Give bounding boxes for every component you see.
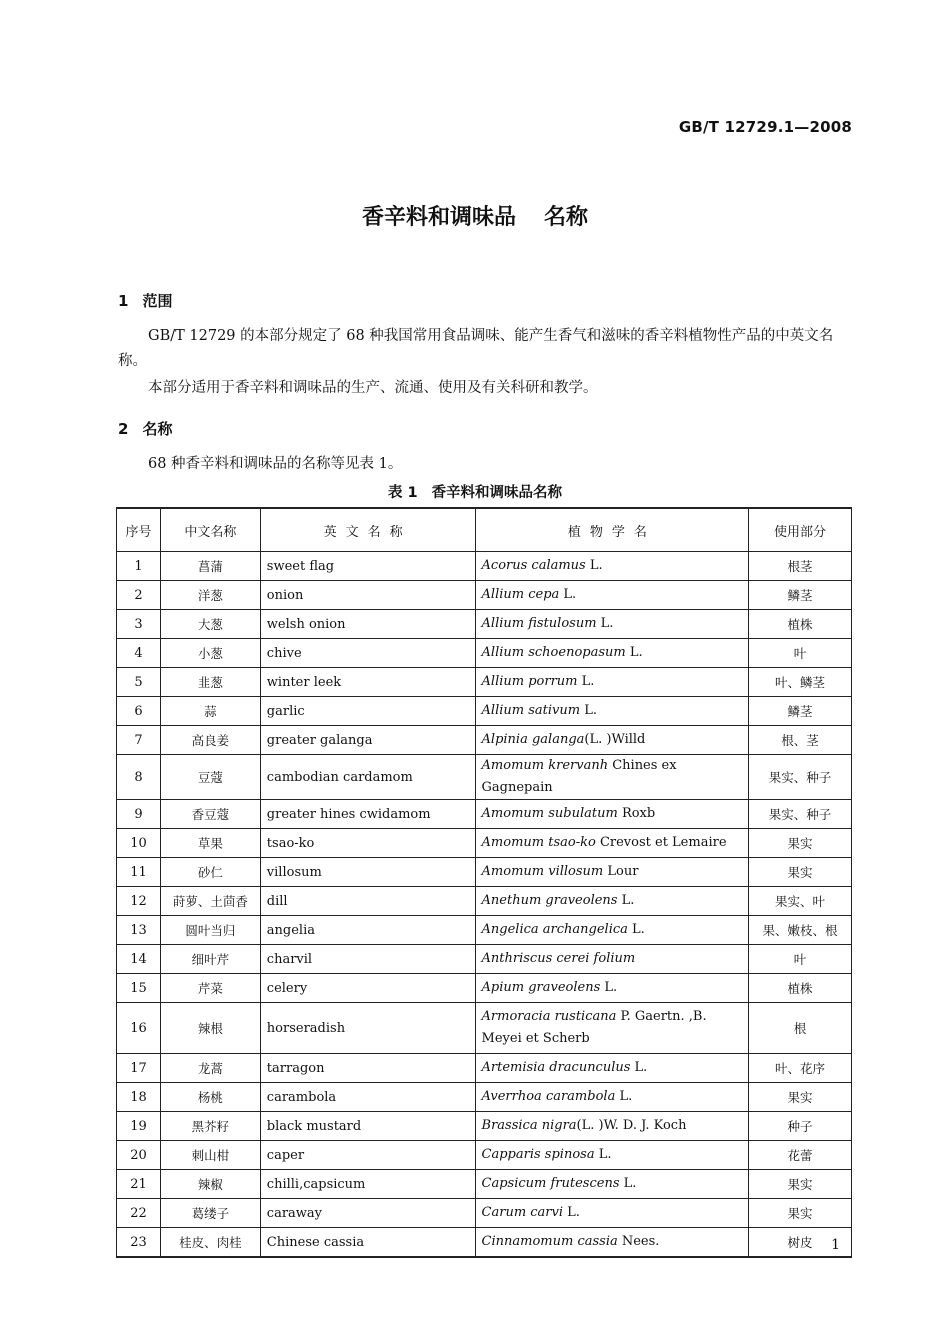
row-part-used: 叶: [749, 945, 852, 974]
row-number: 14: [117, 945, 161, 974]
row-botanical-name: [475, 887, 749, 916]
row-english-name: angelia: [260, 916, 475, 945]
botanical-authority: (L. )Willd: [584, 732, 646, 747]
section-2-title: 名称: [142, 420, 173, 438]
row-chinese-name: 韭葱: [160, 668, 260, 697]
row-part-used: 果、嫩枝、根: [749, 916, 852, 945]
row-english-name: greater galanga: [260, 726, 475, 755]
botanical-genus-species: Anethum graveolens: [481, 893, 618, 908]
botanical-genus-species: Apium graveolens: [481, 980, 601, 995]
row-chinese-name: 洋葱: [160, 581, 260, 610]
table-row: [117, 1003, 852, 1054]
table-caption-number: 表 1: [387, 485, 418, 501]
section-2-number: 2: [118, 420, 129, 438]
header-part-used: 使用部分: [749, 508, 852, 552]
botanical-authority: L.: [585, 558, 603, 573]
row-number: 23: [117, 1228, 161, 1258]
botanical-authority: Lour: [603, 864, 639, 879]
row-chinese-name: 高良姜: [160, 726, 260, 755]
row-number: 18: [117, 1083, 161, 1112]
botanical-authority: L.: [617, 893, 635, 908]
row-chinese-name: 大葱: [160, 610, 260, 639]
botanical-authority: L.: [630, 1060, 648, 1075]
botanical-genus-species: Armoracia rusticana: [481, 1009, 617, 1024]
botanical-genus-species: Cinnamomum cassia: [481, 1234, 618, 1249]
table-row: [117, 887, 852, 916]
table-row: [117, 726, 852, 755]
table-row: [117, 1141, 852, 1170]
row-number: 16: [117, 1003, 161, 1054]
row-botanical-name: [475, 974, 749, 1003]
row-number: 2: [117, 581, 161, 610]
botanical-genus-species: Allium fistulosum: [481, 616, 597, 631]
row-english-name: celery: [260, 974, 475, 1003]
row-chinese-name: 草果: [160, 829, 260, 858]
row-number: 13: [117, 916, 161, 945]
row-chinese-name: 小葱: [160, 639, 260, 668]
botanical-genus-species: Allium porrum: [481, 674, 578, 689]
table-row: [117, 755, 852, 800]
row-number: 7: [117, 726, 161, 755]
row-botanical-name: [475, 1199, 749, 1228]
page-number: 1: [831, 1237, 840, 1253]
botanical-authority: Nees.: [617, 1234, 660, 1249]
row-botanical-name: [475, 1083, 749, 1112]
row-botanical-name: [475, 697, 749, 726]
row-part-used: 果实、种子: [749, 800, 852, 829]
botanical-authority: (L. )W. D. J. Koch: [576, 1118, 687, 1133]
row-part-used: 植株: [749, 974, 852, 1003]
botanical-genus-species: Artemisia dracunculus: [481, 1060, 631, 1075]
row-chinese-name: 蒜: [160, 697, 260, 726]
table-row: [117, 1170, 852, 1199]
standard-code: GB/T 12729.1—2008: [678, 118, 852, 136]
row-botanical-name: [475, 1054, 749, 1083]
document-title: [0, 200, 950, 231]
row-chinese-name: 豆蔻: [160, 755, 260, 800]
table-caption: [0, 481, 950, 502]
row-number: 5: [117, 668, 161, 697]
row-botanical-name: [475, 858, 749, 887]
row-number: 11: [117, 858, 161, 887]
table-row: [117, 858, 852, 887]
row-botanical-name: [475, 668, 749, 697]
spice-names-table: [116, 507, 852, 1258]
table-row: [117, 916, 852, 945]
row-chinese-name: 杨桃: [160, 1083, 260, 1112]
row-english-name: cambodian cardamom: [260, 755, 475, 800]
row-number: 6: [117, 697, 161, 726]
row-english-name: chive: [260, 639, 475, 668]
table-row: [117, 639, 852, 668]
row-botanical-name: [475, 1003, 749, 1054]
botanical-authority: L.: [594, 1147, 612, 1162]
table-row: [117, 829, 852, 858]
botanical-authority: P. Gaertn. ,B. Meyei et Scherb: [481, 1009, 707, 1046]
table-row: [117, 1199, 852, 1228]
botanical-authority: Chines ex Gagnepain: [481, 758, 677, 795]
row-part-used: 鳞茎: [749, 697, 852, 726]
row-part-used: 树皮: [749, 1228, 852, 1258]
botanical-genus-species: Allium cepa: [481, 587, 560, 602]
row-part-used: 花蕾: [749, 1141, 852, 1170]
botanical-authority: L.: [563, 1205, 580, 1220]
botanical-authority: L.: [577, 674, 595, 689]
table-row: [117, 668, 852, 697]
row-part-used: 果实: [749, 829, 852, 858]
table-row: [117, 581, 852, 610]
row-number: 17: [117, 1054, 161, 1083]
row-number: 9: [117, 800, 161, 829]
row-chinese-name: 辣根: [160, 1003, 260, 1054]
row-chinese-name: 菖蒲: [160, 552, 260, 581]
botanical-genus-species: Anthriscus cerei folium: [481, 951, 636, 966]
botanical-genus-species: Brassica nigra: [481, 1118, 577, 1133]
row-chinese-name: 莳萝、土茴香: [160, 887, 260, 916]
row-botanical-name: [475, 1228, 749, 1258]
row-botanical-name: [475, 726, 749, 755]
row-botanical-name: [475, 610, 749, 639]
row-botanical-name: [475, 945, 749, 974]
row-part-used: 植株: [749, 610, 852, 639]
row-chinese-name: 细叶芹: [160, 945, 260, 974]
row-part-used: 果实: [749, 1083, 852, 1112]
header-botanical-name: 植物学名: [475, 508, 749, 552]
botanical-genus-species: Angelica archangelica: [481, 922, 628, 937]
botanical-genus-species: Alpinia galanga: [481, 732, 585, 747]
botanical-authority: L.: [615, 1089, 633, 1104]
row-english-name: villosum: [260, 858, 475, 887]
botanical-authority: L.: [627, 922, 645, 937]
row-number: 12: [117, 887, 161, 916]
row-part-used: 果实、种子: [749, 755, 852, 800]
row-part-used: 根: [749, 1003, 852, 1054]
table-row: [117, 1054, 852, 1083]
row-botanical-name: [475, 755, 749, 800]
row-english-name: garlic: [260, 697, 475, 726]
botanical-authority: L.: [600, 980, 618, 995]
botanical-authority: Crevost et Lemaire: [595, 835, 727, 850]
row-number: 1: [117, 552, 161, 581]
row-part-used: 果实: [749, 1170, 852, 1199]
row-english-name: greater hines cwidamom: [260, 800, 475, 829]
row-botanical-name: [475, 581, 749, 610]
row-english-name: dill: [260, 887, 475, 916]
table-row: [117, 610, 852, 639]
botanical-authority: Roxb: [617, 806, 656, 821]
section-2-heading: [118, 418, 172, 439]
section-1-paragraph-1: [118, 324, 858, 374]
row-number: 3: [117, 610, 161, 639]
title-part-2: 名称: [544, 205, 589, 230]
row-chinese-name: 砂仁: [160, 858, 260, 887]
row-part-used: 种子: [749, 1112, 852, 1141]
section-1-number: 1: [118, 292, 129, 310]
row-chinese-name: 桂皮、肉桂: [160, 1228, 260, 1258]
row-english-name: Chinese cassia: [260, 1228, 475, 1258]
section-1-paragraph-1-text: GB/T 12729 的本部分规定了 68 种我国常用食品调味、能产生香气和滋味的香辛料植物性产品的中英文名称。: [118, 328, 834, 369]
header-chinese-name: 中文名称: [160, 508, 260, 552]
row-part-used: 果实: [749, 858, 852, 887]
section-2-paragraph-1: [118, 452, 858, 477]
table-row: [117, 1083, 852, 1112]
botanical-genus-species: Averrhoa carambola: [481, 1089, 616, 1104]
row-english-name: tsao-ko: [260, 829, 475, 858]
row-botanical-name: [475, 916, 749, 945]
row-english-name: charvil: [260, 945, 475, 974]
header-english-name: 英文名称: [260, 508, 475, 552]
row-part-used: 叶、鳞茎: [749, 668, 852, 697]
row-english-name: horseradish: [260, 1003, 475, 1054]
section-1-heading: [118, 290, 172, 311]
row-part-used: 叶: [749, 639, 852, 668]
row-english-name: caper: [260, 1141, 475, 1170]
botanical-genus-species: Capparis spinosa: [481, 1147, 595, 1162]
table-row: [117, 697, 852, 726]
botanical-genus-species: Amomum villosum: [481, 864, 604, 879]
section-1-paragraph-2: [118, 376, 858, 401]
row-part-used: 根、茎: [749, 726, 852, 755]
row-english-name: sweet flag: [260, 552, 475, 581]
row-chinese-name: 辣椒: [160, 1170, 260, 1199]
botanical-authority: L.: [559, 587, 577, 602]
section-1-title: 范围: [142, 292, 173, 310]
row-part-used: 鳞茎: [749, 581, 852, 610]
row-english-name: carambola: [260, 1083, 475, 1112]
row-number: 21: [117, 1170, 161, 1199]
table-caption-title: 香辛料和调味品名称: [431, 485, 563, 501]
botanical-authority: L.: [619, 1176, 637, 1191]
header-no: 序号: [117, 508, 161, 552]
row-english-name: onion: [260, 581, 475, 610]
table-row: [117, 800, 852, 829]
row-english-name: black mustard: [260, 1112, 475, 1141]
botanical-genus-species: Amomum tsao-ko: [481, 835, 596, 850]
row-botanical-name: [475, 1112, 749, 1141]
row-part-used: 果实: [749, 1199, 852, 1228]
row-part-used: 果实、叶: [749, 887, 852, 916]
row-botanical-name: [475, 552, 749, 581]
table-row: [117, 1112, 852, 1141]
row-botanical-name: [475, 1141, 749, 1170]
table-row: [117, 1228, 852, 1258]
botanical-genus-species: Carum carvi: [481, 1205, 564, 1220]
row-english-name: tarragon: [260, 1054, 475, 1083]
botanical-genus-species: Amomum krervanh: [481, 758, 609, 773]
table-row: [117, 552, 852, 581]
row-number: 20: [117, 1141, 161, 1170]
title-part-1: 香辛料和调味品: [361, 205, 516, 230]
table-header-row: [117, 508, 852, 552]
table-row: [117, 945, 852, 974]
section-1-paragraph-2-text: 本部分适用于香辛料和调味品的生产、流通、使用及有关科研和教学。: [148, 380, 598, 396]
row-botanical-name: [475, 639, 749, 668]
row-chinese-name: 刺山柑: [160, 1141, 260, 1170]
botanical-genus-species: Allium sativum: [481, 703, 581, 718]
row-part-used: 根茎: [749, 552, 852, 581]
row-chinese-name: 香豆蔻: [160, 800, 260, 829]
botanical-genus-species: Capsicum frutescens: [481, 1176, 620, 1191]
row-botanical-name: [475, 1170, 749, 1199]
row-part-used: 叶、花序: [749, 1054, 852, 1083]
section-2-paragraph-1-text: 68 种香辛料和调味品的名称等见表 1。: [148, 456, 403, 472]
row-number: 22: [117, 1199, 161, 1228]
row-botanical-name: [475, 829, 749, 858]
row-number: 15: [117, 974, 161, 1003]
row-english-name: caraway: [260, 1199, 475, 1228]
row-chinese-name: 葛缕子: [160, 1199, 260, 1228]
row-chinese-name: 龙蒿: [160, 1054, 260, 1083]
table-row: [117, 974, 852, 1003]
row-botanical-name: [475, 800, 749, 829]
row-number: 4: [117, 639, 161, 668]
botanical-authority: L.: [580, 703, 597, 718]
row-english-name: chilli,capsicum: [260, 1170, 475, 1199]
botanical-genus-species: Amomum subulatum: [481, 806, 618, 821]
row-chinese-name: 圆叶当归: [160, 916, 260, 945]
botanical-genus-species: Allium schoenopasum: [481, 645, 626, 660]
row-number: 10: [117, 829, 161, 858]
row-number: 19: [117, 1112, 161, 1141]
row-number: 8: [117, 755, 161, 800]
row-english-name: winter leek: [260, 668, 475, 697]
botanical-authority: L.: [596, 616, 614, 631]
botanical-authority: L.: [625, 645, 643, 660]
botanical-genus-species: Acorus calamus: [481, 558, 586, 573]
row-english-name: welsh onion: [260, 610, 475, 639]
row-chinese-name: 芹菜: [160, 974, 260, 1003]
row-chinese-name: 黑芥籽: [160, 1112, 260, 1141]
